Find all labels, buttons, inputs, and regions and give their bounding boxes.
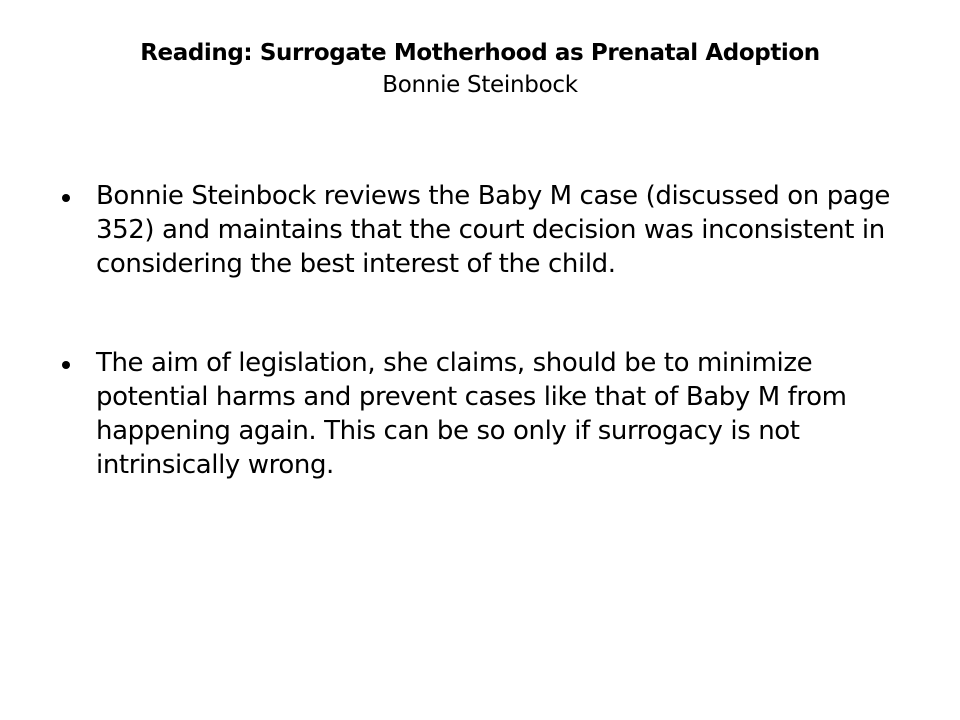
bullet-text: Bonnie Steinbock reviews the Baby M case (discussed on page 352) and maintains that the court decision was inconsistent in considering the best interest of the child. <box>96 181 891 279</box>
bullet-item <box>58 347 898 482</box>
slide-subtitle: Bonnie Steinbock <box>382 71 578 98</box>
slide-title-block <box>40 38 920 101</box>
bullet-dot-icon <box>62 194 70 202</box>
bullet-item <box>58 180 898 281</box>
slide-title: Reading: Surrogate Motherhood as Prenatal Adoption <box>140 40 820 66</box>
bullet-text: The aim of legislation, she claims, should be to minimize potential harms and prevent cases like that of Baby M from happening again. This can be so only if surrogacy is not intrinsically wrong. <box>96 348 847 480</box>
bullet-list <box>58 180 898 483</box>
bullet-dot-icon <box>62 361 70 369</box>
